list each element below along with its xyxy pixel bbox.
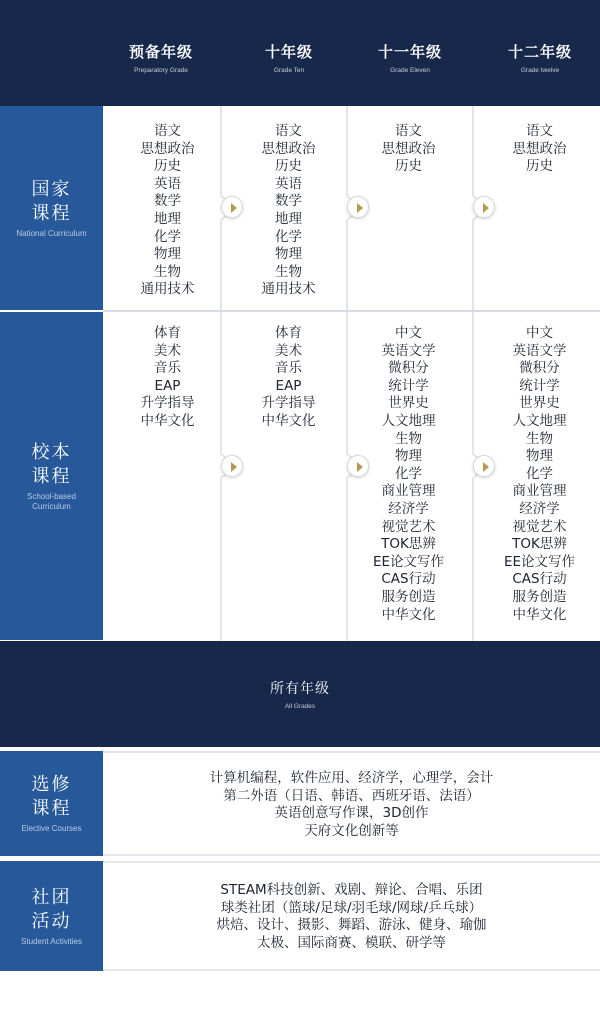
grade-subtitle: Preparatory Grade [134, 67, 188, 74]
arrow-right-icon [221, 455, 243, 477]
arrow-right-icon [221, 196, 243, 218]
course-item: 升学指导 [140, 395, 195, 412]
course-item: 语文 [395, 123, 422, 139]
section-subtitle: National Curriculum [16, 228, 87, 238]
grade-heading-preparatory [96, 42, 226, 76]
course-item: 生物 [395, 430, 422, 447]
course-item: 物理 [526, 448, 553, 465]
grade-title: 预备年级 [128, 43, 193, 61]
course-item: 数学 [275, 193, 302, 210]
course-item: 物理 [395, 448, 422, 465]
text-line: 第二外语（日语、韩语、西班牙语、法语） [223, 787, 480, 804]
text-line: 球类社团（篮球/足球/羽毛球/网球/乒乓球） [220, 899, 483, 916]
course-item: 生物 [275, 263, 302, 280]
grade-subtitle: Grade twelve [520, 67, 560, 74]
elective-courses-label [0, 751, 103, 856]
national-courses-twelve [477, 123, 600, 176]
text-line: 烘焙、设计、摄影、舞蹈、游泳、健身、瑜伽 [216, 917, 487, 934]
grade-subtitle: Grade Eleven [390, 67, 430, 74]
section-title-line: 课程 [31, 465, 72, 487]
text-line: 天府文化创新等 [304, 822, 399, 839]
grade-subtitle: Grade Ten [273, 67, 305, 74]
course-item: 英语文学 [381, 342, 436, 359]
section-title-line: 校本 [31, 441, 72, 463]
course-item: CAS行动 [512, 571, 567, 588]
course-item: 历史 [395, 158, 422, 175]
course-item: 英语 [154, 175, 181, 192]
grade-heading-ten [224, 42, 354, 76]
course-item: 统计学 [388, 377, 429, 394]
course-item: 统计学 [519, 377, 560, 394]
course-item: 化学 [395, 465, 422, 482]
course-item: 语文 [275, 123, 302, 139]
course-item: 化学 [154, 228, 181, 245]
national-curriculum-label [0, 106, 103, 310]
course-item: 人文地理 [381, 412, 436, 429]
all-grades-heading [250, 680, 350, 712]
course-item: 语文 [526, 123, 553, 139]
course-item: 思想政治 [140, 140, 195, 157]
school-courses-ten [226, 325, 351, 431]
arrow-right-icon [473, 196, 495, 218]
course-item: 音乐 [154, 360, 181, 377]
course-item: EE论文写作 [372, 553, 445, 570]
course-item: TOK思辨 [512, 536, 567, 553]
course-item: 历史 [154, 158, 181, 175]
course-item: 音乐 [275, 360, 302, 377]
section-subtitle: School-based Curriculum [27, 491, 76, 511]
course-item: 世界史 [519, 395, 560, 412]
national-courses-preparatory [105, 123, 230, 299]
all-grades-subtitle: All Grades [284, 703, 316, 710]
course-item: 化学 [526, 465, 553, 482]
section-title-line: 课程 [31, 798, 72, 819]
elective-course-lines [103, 770, 600, 840]
course-item: 语文 [154, 123, 181, 139]
grade-heading-eleven [345, 42, 475, 76]
course-item: 世界史 [388, 395, 429, 412]
course-item: 通用技术 [140, 281, 195, 298]
course-item: 中文 [395, 325, 422, 341]
arrow-right-icon [347, 196, 369, 218]
course-item: 美术 [275, 342, 302, 359]
course-item: 化学 [275, 228, 302, 245]
course-item: 服务创造 [381, 588, 436, 605]
row-divider [103, 310, 600, 312]
course-item: 经济学 [388, 500, 429, 517]
course-item: 生物 [154, 263, 181, 280]
course-item: 商业管理 [381, 483, 436, 500]
school-courses-preparatory [105, 325, 230, 431]
course-item: 微积分 [388, 360, 429, 377]
course-item: 历史 [526, 158, 553, 175]
all-grades-title: 所有年级 [270, 681, 330, 697]
text-line: 计算机编程，软件应用、经济学，心理学，会计 [209, 770, 494, 786]
course-item: CAS行动 [381, 571, 436, 588]
section-title-line: 活动 [31, 910, 72, 932]
course-item: 通用技术 [261, 281, 316, 298]
course-item: 升学指导 [261, 395, 316, 412]
course-item: 经济学 [519, 500, 560, 517]
section-title-line: 社团 [31, 886, 72, 908]
course-item: 物理 [154, 246, 181, 263]
course-item: 中华文化 [512, 606, 567, 623]
section-subtitle: Elective Courses [21, 824, 82, 833]
course-item: 中华文化 [381, 606, 436, 623]
grade-heading-twelve [475, 42, 600, 76]
arrow-right-icon [473, 455, 495, 477]
grade-title: 十一年级 [377, 43, 442, 61]
school-curriculum-label [0, 312, 103, 640]
section-title-line: 选修 [31, 774, 72, 795]
course-item: EE论文写作 [503, 553, 576, 570]
course-item: 视觉艺术 [381, 518, 436, 535]
course-item: 视觉艺术 [512, 518, 567, 535]
course-item: 物理 [275, 246, 302, 263]
text-line: 太极、国际商赛、模联、研学等 [257, 934, 446, 951]
course-item: 英语文学 [512, 342, 567, 359]
national-courses-eleven [346, 123, 471, 176]
course-item: 服务创造 [512, 588, 567, 605]
course-item: 数学 [154, 193, 181, 210]
grade-title: 十年级 [264, 43, 313, 61]
course-item: 体育 [154, 325, 181, 341]
course-item: 思想政治 [512, 140, 567, 157]
school-courses-twelve [477, 325, 600, 624]
course-item: 历史 [275, 158, 302, 175]
text-line: STEAM科技创新、戏剧、辩论、合唱、乐团 [220, 882, 483, 898]
course-item: EAP [275, 377, 302, 394]
course-item: 地理 [275, 210, 302, 227]
section-title-line: 课程 [31, 202, 72, 224]
course-item: 人文地理 [512, 412, 567, 429]
course-item: 美术 [154, 342, 181, 359]
arrow-right-icon [347, 455, 369, 477]
grade-title: 十二年级 [507, 43, 572, 61]
course-item: EAP [154, 377, 181, 394]
course-item: 体育 [275, 325, 302, 341]
course-item: 思想政治 [261, 140, 316, 157]
activity-lines [103, 882, 600, 952]
course-item: 生物 [526, 430, 553, 447]
course-item: 中华文化 [140, 412, 195, 429]
section-title-line: 国家 [31, 178, 72, 200]
course-item: TOK思辨 [381, 536, 436, 553]
national-courses-ten [226, 123, 351, 299]
course-item: 商业管理 [512, 483, 567, 500]
course-item: 中文 [526, 325, 553, 341]
course-item: 地理 [154, 210, 181, 227]
text-line: 英语创意写作课，3D创作 [274, 805, 429, 822]
course-item: 思想政治 [381, 140, 436, 157]
student-activities-label [0, 861, 103, 971]
section-subtitle: Student Activities [21, 936, 82, 946]
course-item: 英语 [275, 175, 302, 192]
course-item: 微积分 [519, 360, 560, 377]
course-item: 中华文化 [261, 412, 316, 429]
